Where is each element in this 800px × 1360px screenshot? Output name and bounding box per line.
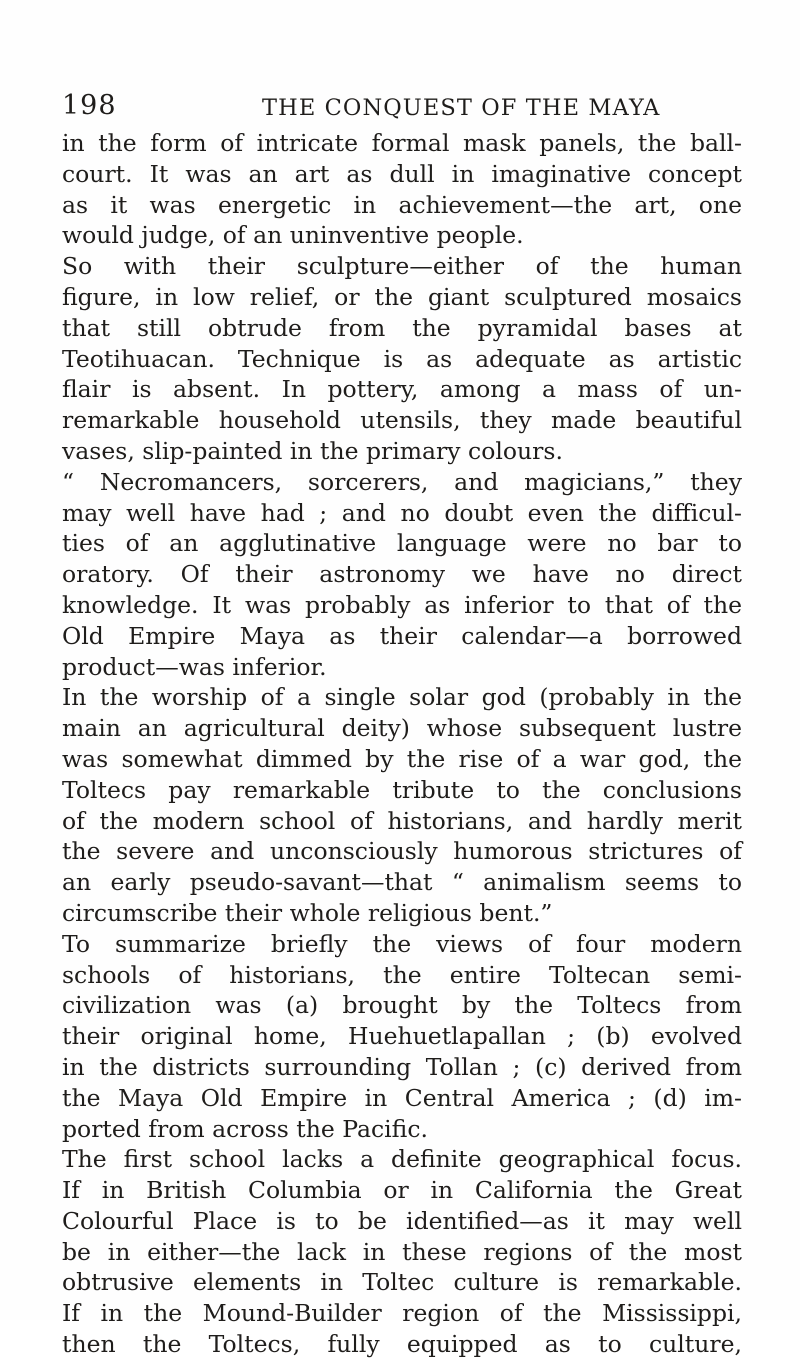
- text-line: be in either—the lack in these regions of the most: [62, 1237, 742, 1266]
- text-line: circumscribe their whole religious bent.”: [62, 898, 553, 927]
- text-line: obtrusive elements in Toltec culture is remarkable.: [62, 1268, 742, 1297]
- text-line: then the Toltecs, fully equipped as to culture,: [62, 1330, 742, 1359]
- text-line: ported from across the Pacific.: [62, 1114, 428, 1143]
- text-line: remarkable household utensils, they made beautiful: [62, 406, 742, 435]
- body-text: [62, 128, 742, 1360]
- text-line: figure, in low relief, or the giant sculptured mosaics: [62, 282, 742, 311]
- text-line: their original home, Huehuetlapallan ; (b) evolved: [62, 1022, 742, 1051]
- text-line: “ Necromancers, sorcerers, and magicians,” they: [62, 467, 742, 496]
- text-line: vases, slip-painted in the primary colours.: [62, 436, 563, 465]
- text-line: civilization was (a) brought by the Toltecs from: [62, 991, 742, 1020]
- text-line: product—was inferior.: [62, 652, 327, 681]
- text-line: oratory. Of their astronomy we have no direct: [62, 560, 742, 589]
- text-line: Teotihuacan. Technique is as adequate as artistic: [62, 344, 742, 373]
- text-line: Toltecs pay remarkable tribute to the conclusions: [62, 775, 742, 804]
- text-line: knowledge. It was probably as inferior to that of the: [62, 590, 742, 619]
- running-title: THE CONQUEST OF THE MAYA: [262, 95, 661, 121]
- text-line: The first school lacks a definite geographical focus.: [62, 1145, 742, 1174]
- text-line: may well have had ; and no doubt even the difficul-: [62, 498, 742, 527]
- text-line: ties of an agglutinative language were no bar to: [62, 529, 742, 558]
- text-line: If in British Columbia or in California the Great: [62, 1176, 742, 1205]
- text-line: of the modern school of historians, and hardly merit: [62, 806, 742, 835]
- text-line: that still obtrude from the pyramidal bases at: [62, 313, 742, 342]
- text-line: the Maya Old Empire in Central America ; (d) im-: [62, 1083, 742, 1112]
- text-line: To summarize briefly the views of four modern: [62, 929, 742, 958]
- text-line: main an agricultural deity) whose subsequent lustre: [62, 714, 742, 743]
- text-line: flair is absent. In pottery, among a mass of un-: [62, 375, 742, 404]
- text-line: Colourful Place is to be identified—as it may well: [62, 1206, 742, 1235]
- text-line: would judge, of an uninventive people.: [62, 221, 524, 250]
- text-line: court. It was an art as dull in imaginative concept: [62, 159, 742, 188]
- text-line: an early pseudo-savant—that “ animalism seems to: [62, 868, 742, 897]
- text-line: in the districts surrounding Tollan ; (c) derived from: [62, 1052, 742, 1081]
- text-line: So with their sculpture—either of the human: [62, 252, 742, 281]
- text-line: the severe and unconsciously humorous strictures of: [62, 837, 742, 866]
- text-line: as it was energetic in achievement—the art, one: [62, 190, 742, 219]
- text-line: Old Empire Maya as their calendar—a borrowed: [62, 621, 742, 650]
- text-line: was somewhat dimmed by the rise of a war god, the: [62, 744, 742, 773]
- text-line: If in the Mound-Builder region of the Mississippi,: [62, 1299, 742, 1328]
- page-number: 198: [62, 90, 117, 121]
- page-header: [62, 88, 738, 124]
- text-line: schools of historians, the entire Toltecan semi-: [62, 960, 742, 989]
- text-line: In the worship of a single solar god (probably in the: [62, 683, 742, 712]
- text-line: in the form of intricate formal mask panels, the ball-: [62, 129, 742, 157]
